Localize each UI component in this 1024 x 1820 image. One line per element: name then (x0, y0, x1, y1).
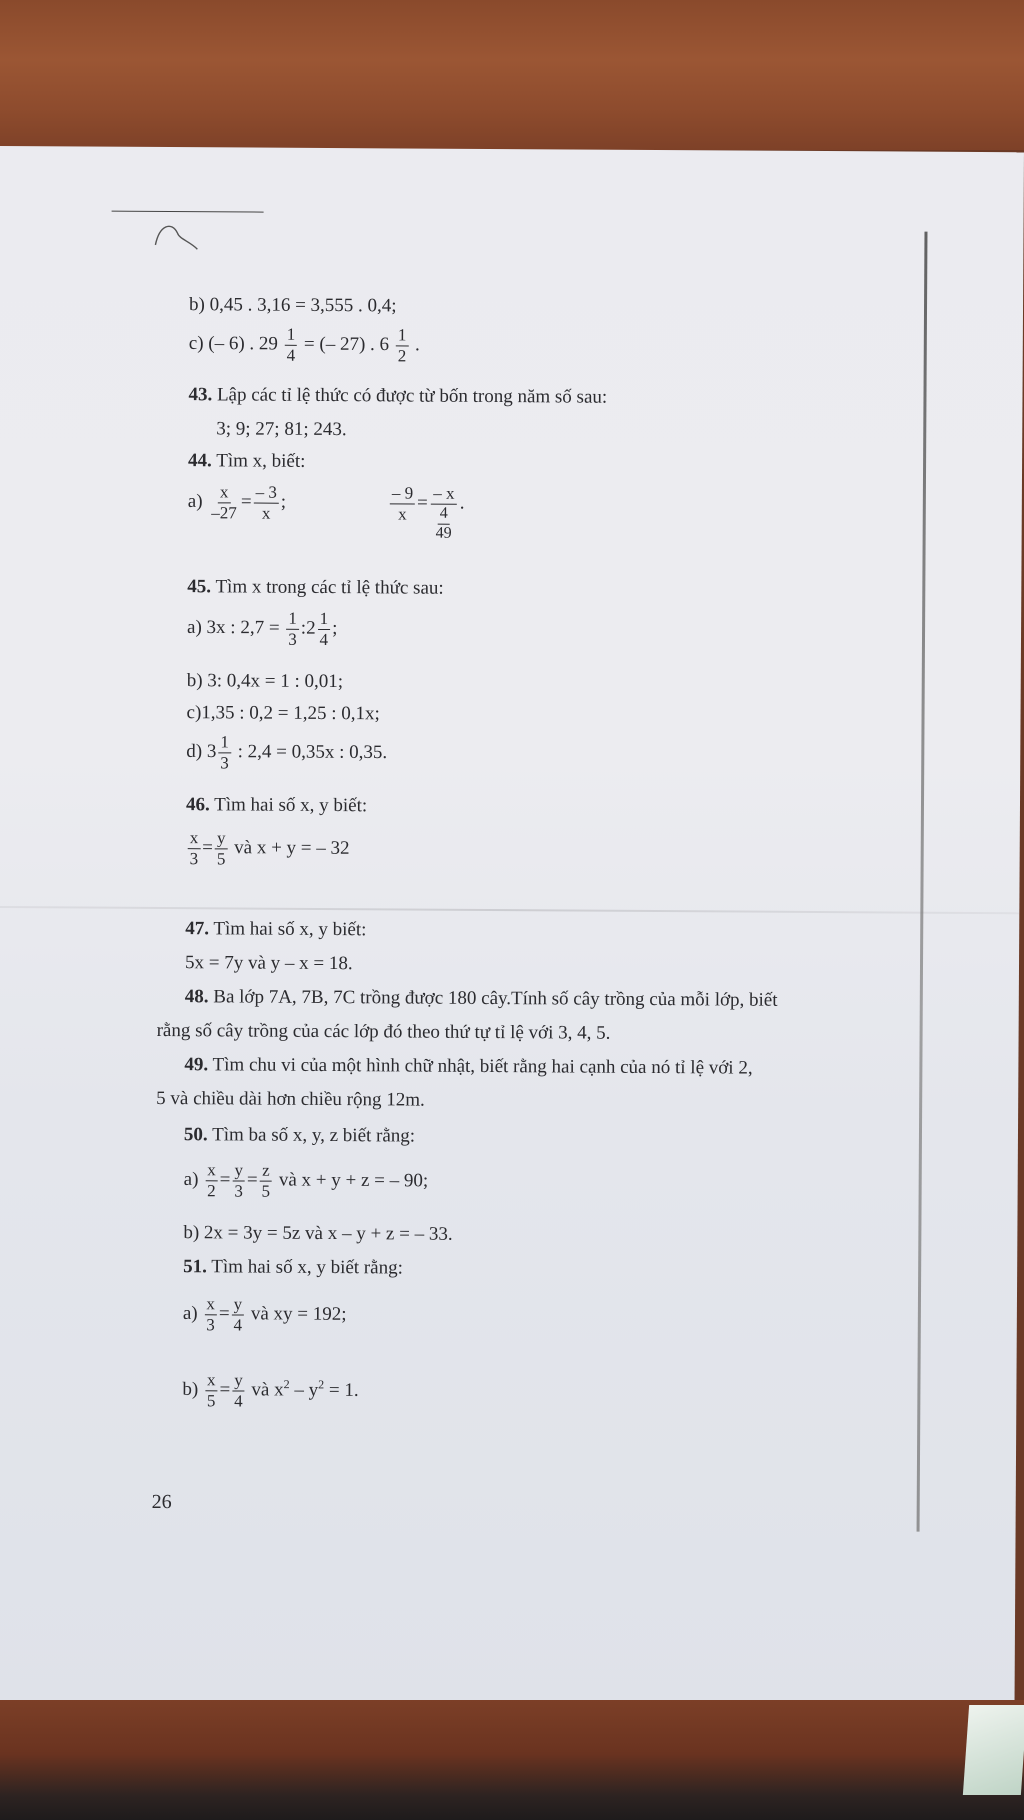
exercise-46-equation (186, 829, 350, 869)
line-text: 5x = 7y và y – x = 18. (184, 952, 353, 975)
line-text: và x (251, 1379, 284, 1401)
exercise-47-equation (185, 953, 353, 973)
denominator: 3 (189, 849, 199, 869)
numerator: y (215, 829, 228, 849)
numerator: 1 (285, 326, 298, 346)
fraction (218, 733, 231, 772)
equals-sign: = (218, 1303, 230, 1325)
numerator: 4 (438, 506, 450, 525)
denominator: 3 (288, 629, 297, 649)
numerator: 1 (318, 610, 331, 630)
line-text: và xy = 192; (250, 1303, 347, 1325)
line-end: . (459, 492, 465, 514)
fraction (317, 610, 330, 649)
line-text: và x + y + z = – 90; (278, 1169, 429, 1192)
denominator: 5 (206, 1391, 216, 1411)
exponent: 2 (283, 1377, 290, 1392)
exercise-number: 45. (187, 576, 212, 598)
wooden-table-top (0, 0, 1024, 150)
denominator: 4 (233, 1315, 243, 1335)
exercise-text: Tìm hai số x, y biết: (213, 918, 367, 941)
paper-fold (0, 906, 1019, 914)
exercise-43-values (216, 419, 346, 439)
denominator: 3 (234, 1181, 243, 1201)
exercise-text: Tìm x trong các tỉ lệ thức sau: (215, 576, 444, 599)
line-text: d) 3 (186, 740, 217, 763)
exercise-44b (388, 484, 465, 542)
item-label: b) (182, 1378, 199, 1400)
fraction (215, 829, 228, 868)
fraction (232, 1161, 245, 1200)
exercise-44a (188, 483, 287, 522)
line-text: = 1. (324, 1379, 359, 1401)
exercise-text: Tìm hai số x, y biết rằng: (211, 1256, 403, 1279)
exercise-44 (188, 451, 305, 471)
item-label: a) (183, 1168, 199, 1190)
denominator: 4 (286, 345, 296, 365)
denominator: 5 (261, 1181, 271, 1201)
exercise-number: 47. (185, 918, 210, 940)
numerator: y (232, 1161, 245, 1181)
numerator: x (204, 1295, 217, 1315)
exercise-49-continued (156, 1089, 425, 1110)
fraction (253, 484, 278, 523)
exercise-number: 50. (183, 1124, 208, 1146)
line-text: = (– 27) . 6 (303, 333, 390, 356)
fraction (188, 829, 201, 868)
denominator: 3 (206, 1315, 215, 1335)
exercise-42c (189, 325, 420, 365)
numerator: x (205, 1161, 218, 1181)
exercise-number: 43. (188, 384, 213, 406)
denominator: 2 (397, 346, 407, 366)
exercise-51 (183, 1257, 403, 1277)
line-text: b) 0,45 . 3,16 = 3,555 . 0,4; (188, 294, 397, 317)
exercise-48-continued (157, 1021, 611, 1043)
fraction (205, 1371, 218, 1410)
exercise-number: 48. (184, 986, 209, 1008)
line-text: a) 3x : 2,7 = (186, 616, 280, 639)
fraction (231, 1295, 244, 1334)
numerator: y (232, 1371, 245, 1391)
exercise-45b (187, 671, 344, 691)
numerator: y (232, 1295, 245, 1315)
exercise-49 (184, 1055, 752, 1077)
exercise-43 (188, 385, 607, 407)
line-end: ; (332, 617, 338, 639)
equals-sign: = (219, 1169, 231, 1191)
line-text: c)1,35 : 0,2 = 1,25 : 0,1x; (186, 702, 380, 725)
exercise-42b (189, 295, 397, 315)
line-text: b) 3: 0,4x = 1 : 0,01; (186, 670, 344, 693)
equals-sign: = (246, 1169, 258, 1191)
numerator: 1 (286, 610, 299, 630)
exercise-45a (187, 609, 338, 649)
denominator: –27 (211, 503, 237, 523)
numerator: x (218, 483, 231, 503)
exercise-50 (184, 1125, 415, 1145)
separator: ; (280, 491, 287, 513)
denominator: 2 (207, 1181, 216, 1201)
denominator: 4 (319, 629, 329, 649)
numerator: 1 (218, 733, 231, 753)
exercise-text: Tìm chu vi của một hình chữ nhật, biết rằng hai cạnh của nó tỉ lệ với 2, (212, 1054, 753, 1079)
equals-sign: = (417, 492, 428, 514)
page-number: 26 (151, 1490, 172, 1514)
fraction (260, 1162, 273, 1201)
fraction (285, 326, 298, 365)
exercise-text: rằng số cây trồng của các lớp đó theo thứ tự tỉ lệ với 3, 4, 5. (156, 1019, 611, 1044)
compound-fraction (430, 485, 458, 543)
numerator: – x (431, 485, 456, 505)
inner-fraction (434, 506, 454, 543)
exercise-51a (183, 1295, 347, 1335)
line-text: . (415, 334, 420, 356)
exercise-text: Lập các tỉ lệ thức có được từ bốn trong năm số sau: (216, 384, 608, 408)
exercise-number: 51. (183, 1256, 207, 1278)
fraction (209, 483, 239, 522)
exercise-number: 46. (185, 794, 210, 816)
exercise-48 (185, 987, 778, 1010)
line-text: b) 2x = 3y = 5z và x – y + z = – 33. (183, 1222, 453, 1245)
exercise-text: Tìm x, biết: (216, 450, 306, 472)
fraction (205, 1161, 218, 1200)
exercise-text: Ba lớp 7A, 7B, 7C trồng được 180 cây.Tính số cây trồng của mỗi lớp, biết (213, 986, 778, 1011)
line-text: 3; 9; 27; 81; 243. (216, 418, 347, 441)
exercise-number: 44. (188, 450, 212, 472)
exercise-45c (186, 703, 379, 723)
line-text: :2 (300, 617, 316, 639)
equals-sign: = (240, 491, 252, 513)
exercise-47 (185, 919, 366, 939)
numerator: – 3 (254, 484, 279, 504)
numerator: z (260, 1162, 272, 1182)
equals-sign: = (219, 1379, 231, 1401)
equals-sign: = (202, 836, 214, 859)
exercise-45 (187, 577, 444, 598)
exercise-46 (186, 795, 367, 815)
exercise-text: 5 và chiều dài hơn chiều rộng 12m. (156, 1087, 425, 1111)
denominator: 49 (435, 524, 452, 542)
wooden-table-bottom (0, 1700, 1024, 1820)
pen-scribble (149, 215, 209, 255)
denominator: 5 (216, 849, 226, 869)
fraction (396, 326, 409, 365)
numerator: 1 (396, 326, 409, 346)
numerator: x (188, 829, 201, 849)
line-text: c) (– 6) . 29 (188, 332, 279, 355)
background-light-patch (963, 1705, 1024, 1795)
denominator: x (398, 504, 407, 524)
denominator: 3 (220, 753, 229, 773)
exercise-45d (186, 733, 387, 773)
numerator: – 9 (390, 484, 415, 504)
item-label: a) (182, 1302, 198, 1324)
line-text: và x + y = – 32 (234, 837, 350, 859)
fraction (286, 610, 299, 649)
exercise-50b (183, 1223, 452, 1244)
line-text: – y (289, 1379, 319, 1401)
exponent: 2 (318, 1377, 325, 1392)
fraction (232, 1371, 245, 1410)
line-text: : 2,4 = 0,35x : 0,35. (237, 741, 388, 764)
exercise-number: 49. (184, 1054, 209, 1076)
exercise-text: Tìm ba số x, y, z biết rằng: (212, 1124, 416, 1147)
item-label: a) (187, 490, 203, 512)
exercise-text: Tìm hai số x, y biết: (214, 794, 368, 817)
exercise-51b (182, 1371, 358, 1411)
exercise-50a (184, 1161, 429, 1201)
denominator (430, 504, 458, 542)
textbook-page (0, 146, 1024, 1720)
denominator: x (261, 503, 271, 523)
header-rule (112, 211, 264, 213)
numerator: x (205, 1371, 218, 1391)
fraction (390, 484, 415, 523)
denominator: 4 (234, 1391, 243, 1411)
scanned-edge-line (917, 232, 928, 1532)
fraction (204, 1295, 217, 1334)
